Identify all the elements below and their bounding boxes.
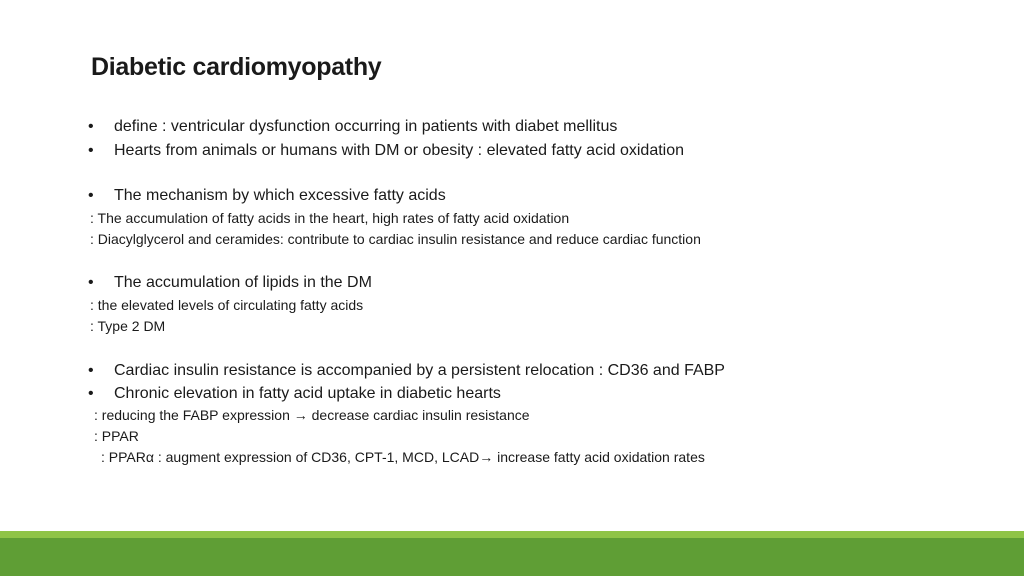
bullet-text: The mechanism by which excessive fatty acids — [114, 187, 446, 204]
footer-band — [0, 538, 1024, 576]
bullet-line — [88, 362, 725, 380]
sub-line: : Diacylglycerol and ceramides: contribute to cardiac insulin resistance and reduce cardiac function — [90, 231, 701, 247]
bullet-dot: • — [88, 362, 94, 379]
bullet-text: Cardiac insulin resistance is accompanied by a persistent relocation : CD36 and FABP — [114, 362, 725, 379]
bullet-text: The accumulation of lipids in the DM — [114, 274, 372, 291]
bullet-text: Hearts from animals or humans with DM or obesity : elevated fatty acid oxidation — [114, 142, 685, 159]
bullet-line — [88, 274, 372, 292]
bullet-line — [88, 385, 501, 403]
footer-accent-band — [0, 531, 1024, 538]
sub-line: : PPAR — [94, 428, 139, 444]
bullet-dot: • — [88, 187, 94, 204]
slide-title: Diabetic cardiomyopathy — [91, 53, 382, 81]
bullet-dot: • — [88, 142, 94, 159]
sub-line: : PPARα : augment expression of CD36, CPT-1, MCD, LCAD→ increase fatty acid oxidation rates — [101, 449, 705, 465]
sub-line: : reducing the FABP expression → decrease cardiac insulin resistance — [94, 407, 530, 423]
bullet-dot: • — [88, 118, 94, 135]
bullet-text: Chronic elevation in fatty acid uptake in diabetic hearts — [114, 385, 501, 402]
sub-line: : Type 2 DM — [90, 318, 166, 334]
bullet-line — [88, 142, 684, 160]
bullet-line — [88, 187, 446, 205]
sub-line: : The accumulation of fatty acids in the heart, high rates of fatty acid oxidation — [90, 210, 570, 226]
sub-line: : the elevated levels of circulating fatty acids — [90, 297, 364, 313]
bullet-dot: • — [88, 385, 94, 402]
bullet-text: define : ventricular dysfunction occurring in patients with diabet mellitus — [114, 118, 618, 135]
bullet-dot: • — [88, 274, 94, 291]
bullet-line — [88, 118, 617, 136]
